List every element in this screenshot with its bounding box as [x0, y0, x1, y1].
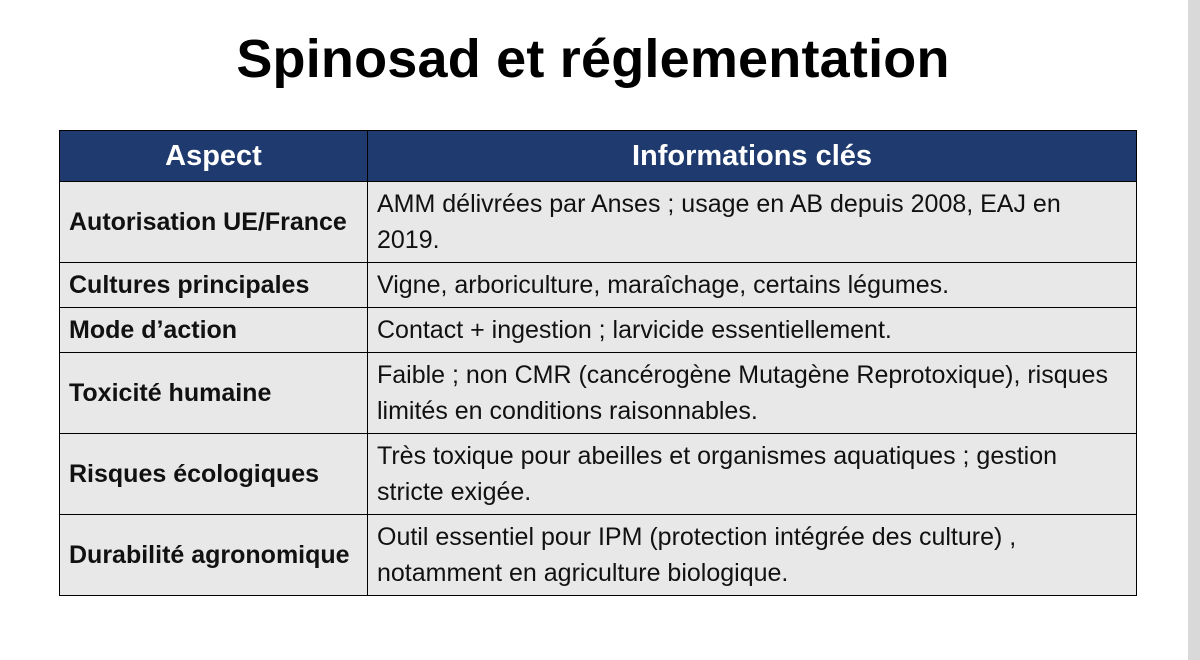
table-row: [60, 308, 1137, 353]
table-row: [60, 434, 1137, 515]
info-table: [59, 130, 1137, 596]
page-title: Spinosad et réglementation: [236, 29, 950, 89]
aspect-cell: Toxicité humaine: [60, 353, 368, 434]
aspect-cell: Cultures principales: [60, 263, 368, 308]
table-header-row: [60, 131, 1137, 182]
info-cell: Vigne, arboriculture, maraîchage, certains légumes.: [368, 263, 1137, 308]
info-cell: AMM délivrées par Anses ; usage en AB depuis 2008, EAJ en 2019.: [368, 182, 1137, 263]
table-row: [60, 515, 1137, 596]
info-cell: Outil essentiel pour IPM (protection intégrée des culture) , notamment en agriculture biologique.: [368, 515, 1137, 596]
info-cell: Faible ; non CMR (cancérogène Mutagène Reprotoxique), risques limités en conditions raisonnables.: [368, 353, 1137, 434]
column-header-info: Informations clés: [368, 131, 1137, 182]
table-row: [60, 263, 1137, 308]
aspect-cell: Autorisation UE/France: [60, 182, 368, 263]
aspect-cell: Risques écologiques: [60, 434, 368, 515]
slide-edge: [1188, 0, 1200, 660]
column-header-aspect: Aspect: [60, 131, 368, 182]
aspect-cell: Mode d’action: [60, 308, 368, 353]
info-cell: Très toxique pour abeilles et organismes aquatiques ; gestion stricte exigée.: [368, 434, 1137, 515]
aspect-cell: Durabilité agronomique: [60, 515, 368, 596]
info-cell: Contact + ingestion ; larvicide essentiellement.: [368, 308, 1137, 353]
table-row: [60, 182, 1137, 263]
table-row: [60, 353, 1137, 434]
